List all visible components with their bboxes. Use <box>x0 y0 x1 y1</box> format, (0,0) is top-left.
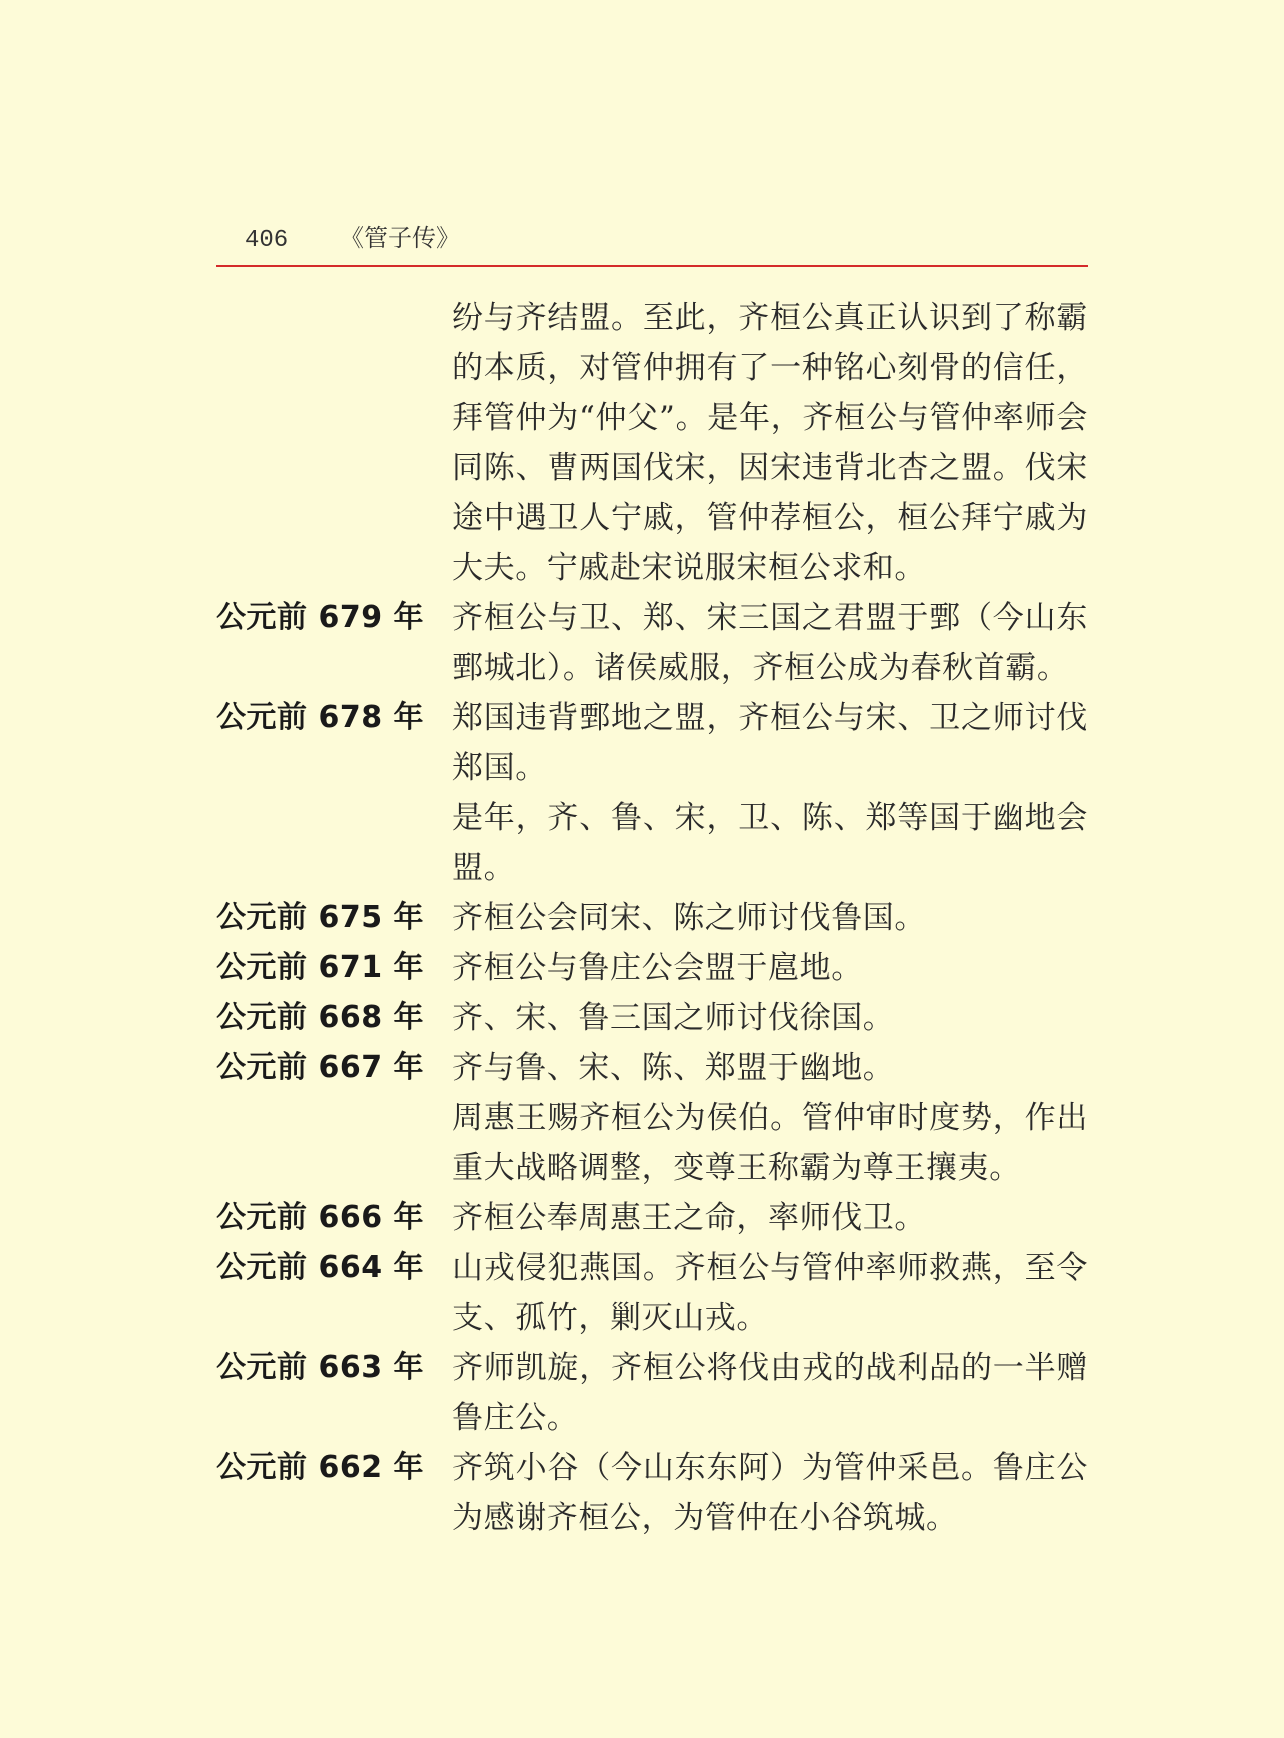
entry-paragraph: 齐、宋、鲁三国之师讨伐徐国。 <box>452 1000 895 1036</box>
entry-text-block <box>452 1243 1088 1343</box>
entry-text-block <box>452 1193 1088 1243</box>
entry-paragraph: 是年，齐、鲁、宋，卫、陈、郑等国于幽地会盟。 <box>452 800 1088 886</box>
entry-year: 公元前 663 年 <box>216 1350 425 1385</box>
entry-year <box>216 293 452 593</box>
entry-text-block <box>452 993 1088 1043</box>
entry-text-block <box>452 943 1088 993</box>
entry-year: 公元前 675 年 <box>216 900 425 935</box>
entry-year: 公元前 679 年 <box>216 600 425 635</box>
entry-paragraph: 齐师凯旋，齐桓公将伐由戎的战利品的一半赠鲁庄公。 <box>452 1350 1088 1436</box>
entry-paragraph: 郑国违背鄄地之盟，齐桓公与宋、卫之师讨伐郑国。 <box>452 700 1088 786</box>
entry-text-block <box>452 1043 1088 1193</box>
entry-text-block <box>452 293 1088 593</box>
chronology-entry <box>216 693 1088 893</box>
chronology-entry <box>216 993 1088 1043</box>
chronology-entry <box>216 893 1088 943</box>
header-divider <box>216 265 1088 267</box>
entry-text-block <box>452 693 1088 893</box>
chronology-list <box>216 293 1088 1543</box>
entry-year: 公元前 666 年 <box>216 1200 425 1235</box>
entry-text-block <box>452 893 1088 943</box>
entry-year: 公元前 668 年 <box>216 1000 425 1035</box>
entry-paragraph: 齐桓公奉周惠王之命，率师伐卫。 <box>452 1200 926 1236</box>
chronology-entry <box>216 1043 1088 1193</box>
chronology-entry <box>216 1193 1088 1243</box>
entry-text-block <box>452 1343 1088 1443</box>
entry-paragraph: 山戎侵犯燕国。齐桓公与管仲率师救燕，至令支、孤竹，剿灭山戎。 <box>452 1250 1088 1336</box>
chronology-entry <box>216 593 1088 693</box>
chronology-entry <box>216 1443 1088 1543</box>
running-header <box>245 218 460 254</box>
chronology-entry <box>216 293 1088 593</box>
entry-paragraph: 齐桓公会同宋、陈之师讨伐鲁国。 <box>452 900 926 936</box>
entry-text-block <box>452 593 1088 693</box>
entry-year: 公元前 664 年 <box>216 1250 425 1285</box>
chronology-entry <box>216 943 1088 993</box>
entry-year: 公元前 667 年 <box>216 1050 425 1085</box>
page-number: 406 <box>245 227 289 254</box>
entry-year: 公元前 671 年 <box>216 950 425 985</box>
entry-year: 公元前 662 年 <box>216 1450 425 1485</box>
entry-paragraph: 齐桓公与鲁庄公会盟于扈地。 <box>452 950 863 986</box>
entry-paragraph: 齐筑小谷（今山东东阿）为管仲采邑。鲁庄公为感谢齐桓公，为管仲在小谷筑城。 <box>452 1450 1088 1536</box>
book-title: 《管子传》 <box>340 224 460 252</box>
entry-paragraph: 周惠王赐齐桓公为侯伯。管仲审时度势，作出重大战略调整，变尊王称霸为尊王攘夷。 <box>452 1100 1088 1186</box>
entry-paragraph: 齐与鲁、宋、陈、郑盟于幽地。 <box>452 1050 895 1086</box>
chronology-entry <box>216 1243 1088 1343</box>
chronology-entry <box>216 1343 1088 1443</box>
entry-paragraph: 齐桓公与卫、郑、宋三国之君盟于鄄（今山东鄄城北）。诸侯威服，齐桓公成为春秋首霸。 <box>452 600 1088 686</box>
entry-year: 公元前 678 年 <box>216 700 425 735</box>
entry-text-block <box>452 1443 1088 1543</box>
entry-paragraph: 纷与齐结盟。至此，齐桓公真正认识到了称霸的本质，对管仲拥有了一种铭心刻骨的信任，拜管仲为“仲父”。是年，齐桓公与管仲率师会同陈、曹两国伐宋，因宋违背北杏之盟。伐宋途中遇卫人宁戚，管仲荐桓公，桓公拜宁戚为大夫。宁戚赴宋说服宋桓公求和。 <box>452 300 1088 586</box>
